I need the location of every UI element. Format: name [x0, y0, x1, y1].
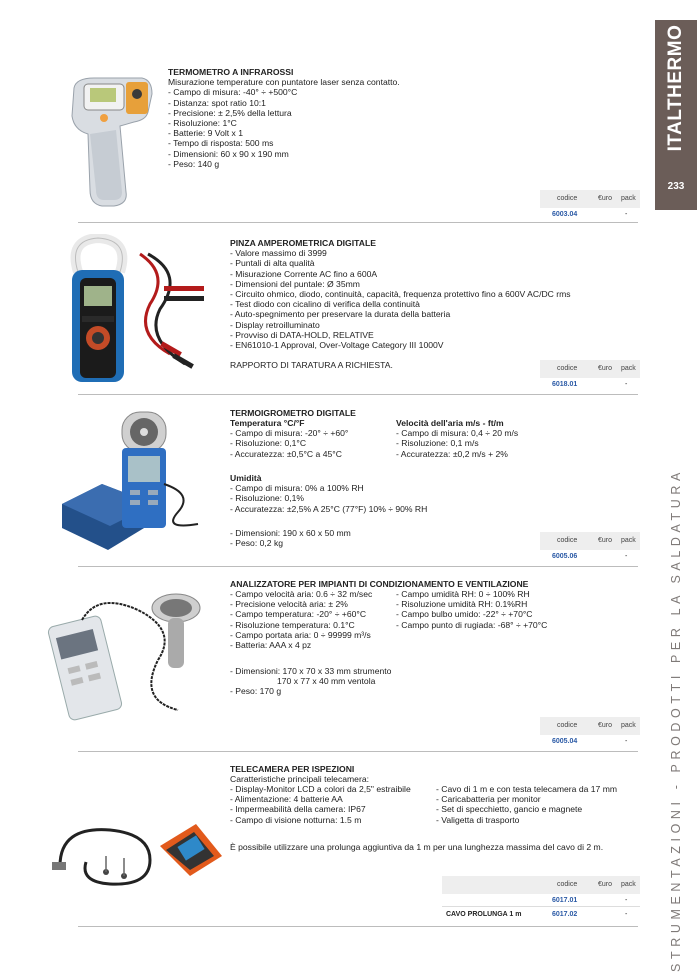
- price-table: [540, 717, 640, 749]
- pack-value: -: [625, 381, 628, 388]
- header-pack: pack: [621, 537, 636, 544]
- spec-line: - Batteria: AAA x 4 pz: [230, 640, 312, 651]
- spec-line: - Display retroilluminato: [230, 319, 320, 330]
- section-title: STRUMENTAZIONI - PRODOTTI PER LA SALDATURA: [669, 468, 683, 972]
- header-euro: €uro: [598, 365, 613, 372]
- spec-line: - Campo di misura: 0,4 ÷ 20 m/s: [396, 428, 519, 439]
- header-codice: codice: [557, 195, 578, 202]
- spec-line: - Campo punto di rugiada: -68° ÷ +70°C: [396, 619, 548, 630]
- spec-line: - Risoluzione temperatura: 0.1°C: [230, 619, 355, 630]
- spec-line: - Dimensioni del puntale: Ø 35mm: [230, 278, 360, 289]
- spec-line: - Risoluzione: 0,1%: [230, 493, 305, 504]
- header-pack: pack: [621, 195, 636, 202]
- price-table: [540, 360, 640, 392]
- header-euro: €uro: [598, 537, 613, 544]
- column-title: Temperatura °C/°F: [230, 418, 305, 428]
- header-pack: pack: [621, 365, 636, 372]
- clamp-meter-image: [60, 234, 210, 384]
- ir-thermometer-image: [60, 72, 158, 210]
- divider: [78, 222, 638, 223]
- spec-line: - Accuratezza: ±0,5°C a 45°C: [230, 448, 342, 459]
- product-ir-thermometer: [168, 67, 468, 169]
- spec-line: - Accuratezza: ±0,2 m/s + 2%: [396, 448, 508, 459]
- spec-line: - Campo velocità aria: 0.6 ÷ 32 m/sec: [230, 589, 373, 599]
- product-title: TELECAMERA PER ISPEZIONI: [230, 764, 355, 774]
- spec-line: - Peso: 140 g: [168, 158, 220, 169]
- spec-line: - Misurazione Corrente AC fino a 600A: [230, 268, 378, 279]
- product-code: 6003.04: [552, 211, 578, 218]
- product-code: 6005.04: [552, 738, 578, 745]
- spec-line: - Precisione velocità aria: ± 2%: [230, 599, 348, 610]
- spec-line: - Campo di misura: 0% a 100% RH: [230, 483, 364, 494]
- spec-line: - Risoluzione umidità RH: 0.1%RH: [396, 599, 528, 610]
- spec-line: - Risoluzione: 1°C: [168, 118, 237, 129]
- thermo-hygrometer-image: [58, 404, 218, 554]
- spec-line: - Precisione: ± 2,5% della lettura: [168, 107, 292, 118]
- product-thermo-hygrometer: [230, 408, 550, 558]
- product-intro: Caratteristiche principali telecamera:: [230, 774, 369, 785]
- spec-line: - Batterie: 9 Volt x 1: [168, 128, 243, 139]
- divider: [78, 566, 638, 567]
- header-euro: €uro: [598, 881, 613, 888]
- spec-line: - Campo bulbo umido: -22° ÷ +70°C: [396, 609, 533, 620]
- spec-line: - Display-Monitor LCD a colori da 2,5" estraibile: [230, 784, 411, 794]
- spec-line: - Tempo di risposta: 500 ms: [168, 138, 274, 149]
- divider: [78, 751, 638, 752]
- spec-line: - Cavo di 1 m e con testa telecamera da 17 mm: [436, 784, 618, 794]
- page-number: 233: [667, 181, 685, 192]
- product-hvac-analyzer: [230, 579, 570, 709]
- spec-line: - EN61010-1 Approval, Over-Voltage Category III 1000V: [230, 340, 444, 351]
- header-pack: pack: [621, 722, 636, 729]
- row-label: CAVO PROLUNGA 1 m: [446, 911, 522, 918]
- pack-value: -: [625, 897, 628, 904]
- header-codice: codice: [557, 881, 578, 888]
- brand-logo: ITALTHERMO: [665, 24, 686, 152]
- spec-line: - Risoluzione: 0,1 m/s: [396, 438, 479, 449]
- spec-line: - Valigetta di trasporto: [436, 814, 520, 825]
- spec-line: - Dimensioni: 60 x 90 x 190 mm: [168, 148, 289, 159]
- spec-line: - Valore massimo di 3999: [230, 248, 327, 259]
- product-note: È possibile utilizzare una prolunga aggiuntiva da 1 m per una lunghezza massima del cavo di 2 m.: [230, 842, 604, 852]
- spec-line: - Alimentazione: 4 batterie AA: [230, 794, 343, 805]
- divider: [78, 926, 638, 927]
- spec-line: - Circuito ohmico, diodo, continuità, capacità, frequenza protettivo fino a 600V AC/DC rms: [230, 289, 571, 300]
- pack-value: -: [625, 911, 628, 918]
- spec-line: - Impermeabilità della camera: IP67: [230, 804, 366, 815]
- spec-line: - Campo umidità RH: 0 ÷ 100% RH: [396, 589, 530, 599]
- product-code: 6005.06: [552, 553, 578, 560]
- spec-line: - Dimensioni: 170 x 70 x 33 mm strumento: [230, 666, 392, 676]
- header-codice: codice: [557, 537, 578, 544]
- product-code: 6018.01: [552, 381, 578, 388]
- spec-line: - Peso: 0,2 kg: [230, 538, 284, 549]
- spec-line: - Campo temperatura: -20° ÷ +60°C: [230, 609, 367, 620]
- spec-line: - Campo portata aria: 0 ÷ 99999 m³/s: [230, 629, 371, 640]
- header-codice: codice: [557, 722, 578, 729]
- product-title: ANALIZZATORE PER IMPIANTI DI CONDIZIONAMENTO E VENTILAZIONE: [230, 579, 529, 589]
- spec-line: - Distanza: spot ratio 10:1: [168, 97, 266, 108]
- product-clamp-meter: [230, 238, 570, 370]
- inspection-camera-image: [40, 806, 230, 896]
- price-table: [442, 876, 640, 926]
- product-code: 6017.01: [552, 897, 578, 904]
- spec-line: - Risoluzione: 0,1°C: [230, 438, 307, 449]
- spec-line: - Caricabatteria per monitor: [436, 794, 541, 805]
- header-codice: codice: [557, 365, 578, 372]
- column-title: Umidità: [230, 473, 262, 483]
- spec-line: - Campo di misura: -40° ÷ +500°C: [168, 87, 298, 98]
- product-title: PINZA AMPEROMETRICA DIGITALE: [230, 238, 376, 248]
- spec-line: - Accuratezza: ±2,5% A 25°C (77°F) 10% ÷ 90% RH: [230, 503, 428, 514]
- spec-line: 170 x 77 x 40 mm ventola: [277, 676, 376, 687]
- spec-line: - Dimensioni: 190 x 60 x 50 mm: [230, 528, 351, 538]
- divider: [78, 394, 638, 395]
- pack-value: -: [625, 553, 628, 560]
- spec-line: - Test diodo con cicalino di verifica della continuità: [230, 299, 420, 310]
- product-inspection-camera: [230, 764, 630, 864]
- hvac-analyzer-image: [38, 590, 228, 725]
- spec-line: - Puntali di alta qualità: [230, 258, 315, 269]
- spec-line: - Campo di misura: -20° ÷ +60°: [230, 428, 349, 439]
- header-euro: €uro: [598, 195, 613, 202]
- pack-value: -: [625, 738, 628, 745]
- product-title: TERMOMETRO A INFRAROSSI: [168, 67, 294, 77]
- header-euro: €uro: [598, 722, 613, 729]
- product-note: RAPPORTO DI TARATURA A RICHIESTA.: [230, 360, 393, 371]
- pack-value: -: [625, 211, 628, 218]
- product-title: TERMOIGROMETRO DIGITALE: [230, 408, 356, 418]
- spec-line: - Set di specchietto, gancio e magnete: [436, 804, 583, 815]
- header-pack: pack: [621, 881, 636, 888]
- price-table: [540, 190, 640, 222]
- price-table: [540, 532, 640, 564]
- spec-line: - Provviso di DATA-HOLD, RELATIVE: [230, 329, 374, 340]
- spec-line: - Auto-spegnimento per preservare la durata della batteria: [230, 309, 451, 320]
- spec-line: Misurazione temperature con puntatore laser senza contatto.: [168, 77, 400, 88]
- spec-line: - Campo di visione notturna: 1.5 m: [230, 814, 362, 825]
- column-title: Velocità dell'aria m/s - ft/m: [396, 418, 504, 428]
- product-code: 6017.02: [552, 911, 578, 918]
- spec-line: - Peso: 170 g: [230, 686, 282, 697]
